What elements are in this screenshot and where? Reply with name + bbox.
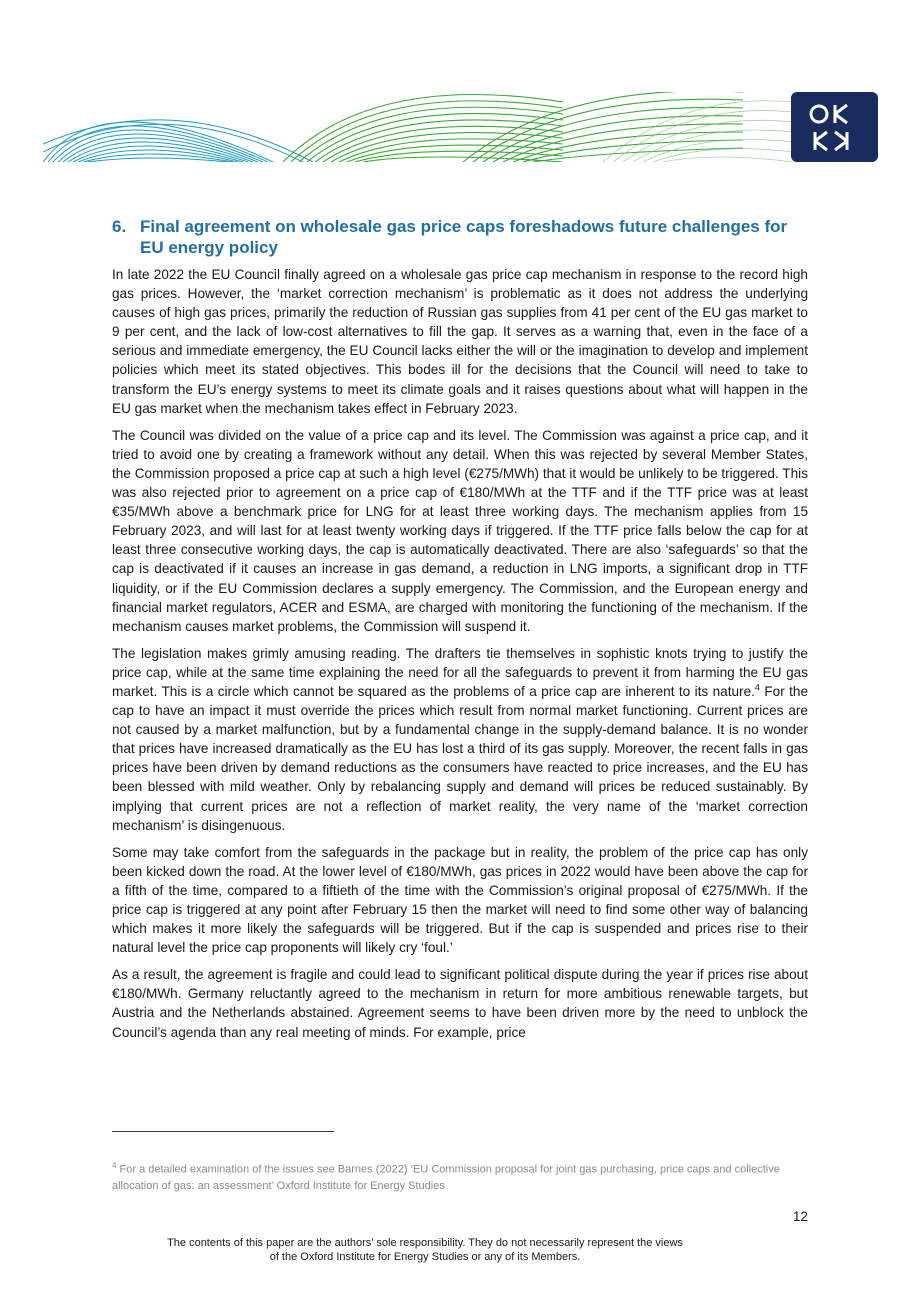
- section-title: Final agreement on wholesale gas price caps foreshadows future challenges for EU energy policy: [140, 217, 788, 257]
- header-banner: [43, 92, 878, 162]
- paragraph-4: Some may take comfort from the safeguards in the package but in reality, the problem of the price cap has only been kicked down the road. At the lower level of €180/MWh, gas prices in 2022 would have been above the cap for a fifth of the time, compared to a fiftieth of the time with the Commission’s original proposal of €275/MWh. If the price cap is triggered at any point after February 15 then the market will need to find some other way of balancing which makes it more likely the safeguards will be triggered. But if the cap is suspended and prices rise to their natural level the price cap proponents will likely cry ‘foul.’: [112, 844, 808, 956]
- paragraph-3-end: For the cap to have an impact it must override the prices which result from normal market functioning. Current prices are not caused by a market malfunction, but by a fundamental change in the supply-demand balance. It is no wonder that prices have increased dramatically as the EU has lost a third of its gas supply. Moreover, the recent falls in gas prices have been driven by demand reductions as the consumers have reacted to price increases, and the EU has been blessed with mild weather. Only by rebalancing supply and demand will prices be reduced sustainably. By implying that current prices are not a reflection of market reality, the very name of the ‘market correction mechanism’ is disingenuous.: [112, 683, 809, 833]
- blue-wave-pattern: [43, 120, 313, 162]
- paragraph-2: The Council was divided on the value of a price cap and its level. The Commission was against a price cap, and it tried to avoid one by creating a framework without any detail. When this was rejected by several Member States, the Commission proposed a price cap at such a high level (€275/MWh) that it would be unlikely to be triggered. This was also rejected prior to agreement on a price cap of €180/MWh at the TTF and if the TTF price was at least €35/MWh above a benchmark price for LNG for at least three working days. The mechanism applies from 15 February 2023, and will last for at least twenty working days if triggered. If the TTF price falls below the cap for at least three consecutive working days, the cap is automatically deactivated. There are also ‘safeguards’ so that the cap is deactivated if it causes an increase in gas demand, a reduction in LNG imports, a significant drop in TTF liquidity, or if the EU Commission declares a supply emergency. The Commission, and the European energy and financial market regulators, ACER and ESMA, are charged with monitoring the functioning of the mechanism. If the mechanism causes market problems, the Commission will suspend it.: [112, 427, 808, 634]
- footnote-text: For a detailed examination of the issues see Barnes (2022) ‘EU Commission proposal for joint gas purchasing, price caps and collective allocation of gas: an assessment’ Oxford Institute for Energy Studies: [112, 1163, 780, 1192]
- disclaimer-line-1: The contents of this paper are the authors’ sole responsibility. They do not necessarily represent the views: [167, 1237, 683, 1249]
- oies-logo-icon: [791, 92, 878, 162]
- section-number: 6.: [112, 217, 127, 236]
- section-heading: [112, 216, 812, 258]
- footnote-divider: [112, 1131, 334, 1132]
- paragraph-3-start: The legislation makes grimly amusing reading. The drafters tie themselves in sophistic knots trying to justify the price cap, while at the same time explaining the need for all the safeguards to prevent it from harming the EU gas market. This is a circle which cannot be squared as the problems of a price cap are inherent to its nature.: [112, 645, 808, 699]
- body-text: [112, 265, 808, 1050]
- disclaimer: [110, 1236, 740, 1264]
- footnote-marker: 4: [112, 1161, 117, 1170]
- footnote-ref[interactable]: 4: [754, 682, 760, 693]
- footnote: [112, 1158, 812, 1194]
- paragraph-1: In late 2022 the EU Council finally agreed on a wholesale gas price cap mechanism in response to the record high gas prices. However, the ‘market correction mechanism’ is problematic as it does not address the underlying causes of high gas prices, primarily the reduction of Russian gas supplies from 41 per cent of the EU gas market to 9 per cent, and the lack of low-cost alternatives to fill the gap. It serves as a warning that, even in the face of a serious and immediate emergency, the EU Council lacks either the will or the imagination to develop and implement policies which meet its stated objectives. This bodes ill for the decisions that the Council will need to take to transform the EU’s energy systems to meet its climate goals and it raises questions about what will happen in the EU gas market when the mechanism takes effect in February 2023.: [112, 267, 808, 416]
- disclaimer-line-2: of the Oxford Institute for Energy Studies or any of its Members.: [269, 1251, 581, 1263]
- paragraph-3: [112, 644, 808, 835]
- paragraph-5: As a result, the agreement is fragile and could lead to significant political dispute during the year if prices rise about €180/MWh. Germany reluctantly agreed to the mechanism in return for more ambitious renewable targets, but Austria and the Netherlands abstained. Agreement seems to have been driven more by the need to unblock the Council’s agenda than any real meeting of minds. For example, price: [112, 967, 808, 1040]
- page-number: 12: [792, 1209, 808, 1224]
